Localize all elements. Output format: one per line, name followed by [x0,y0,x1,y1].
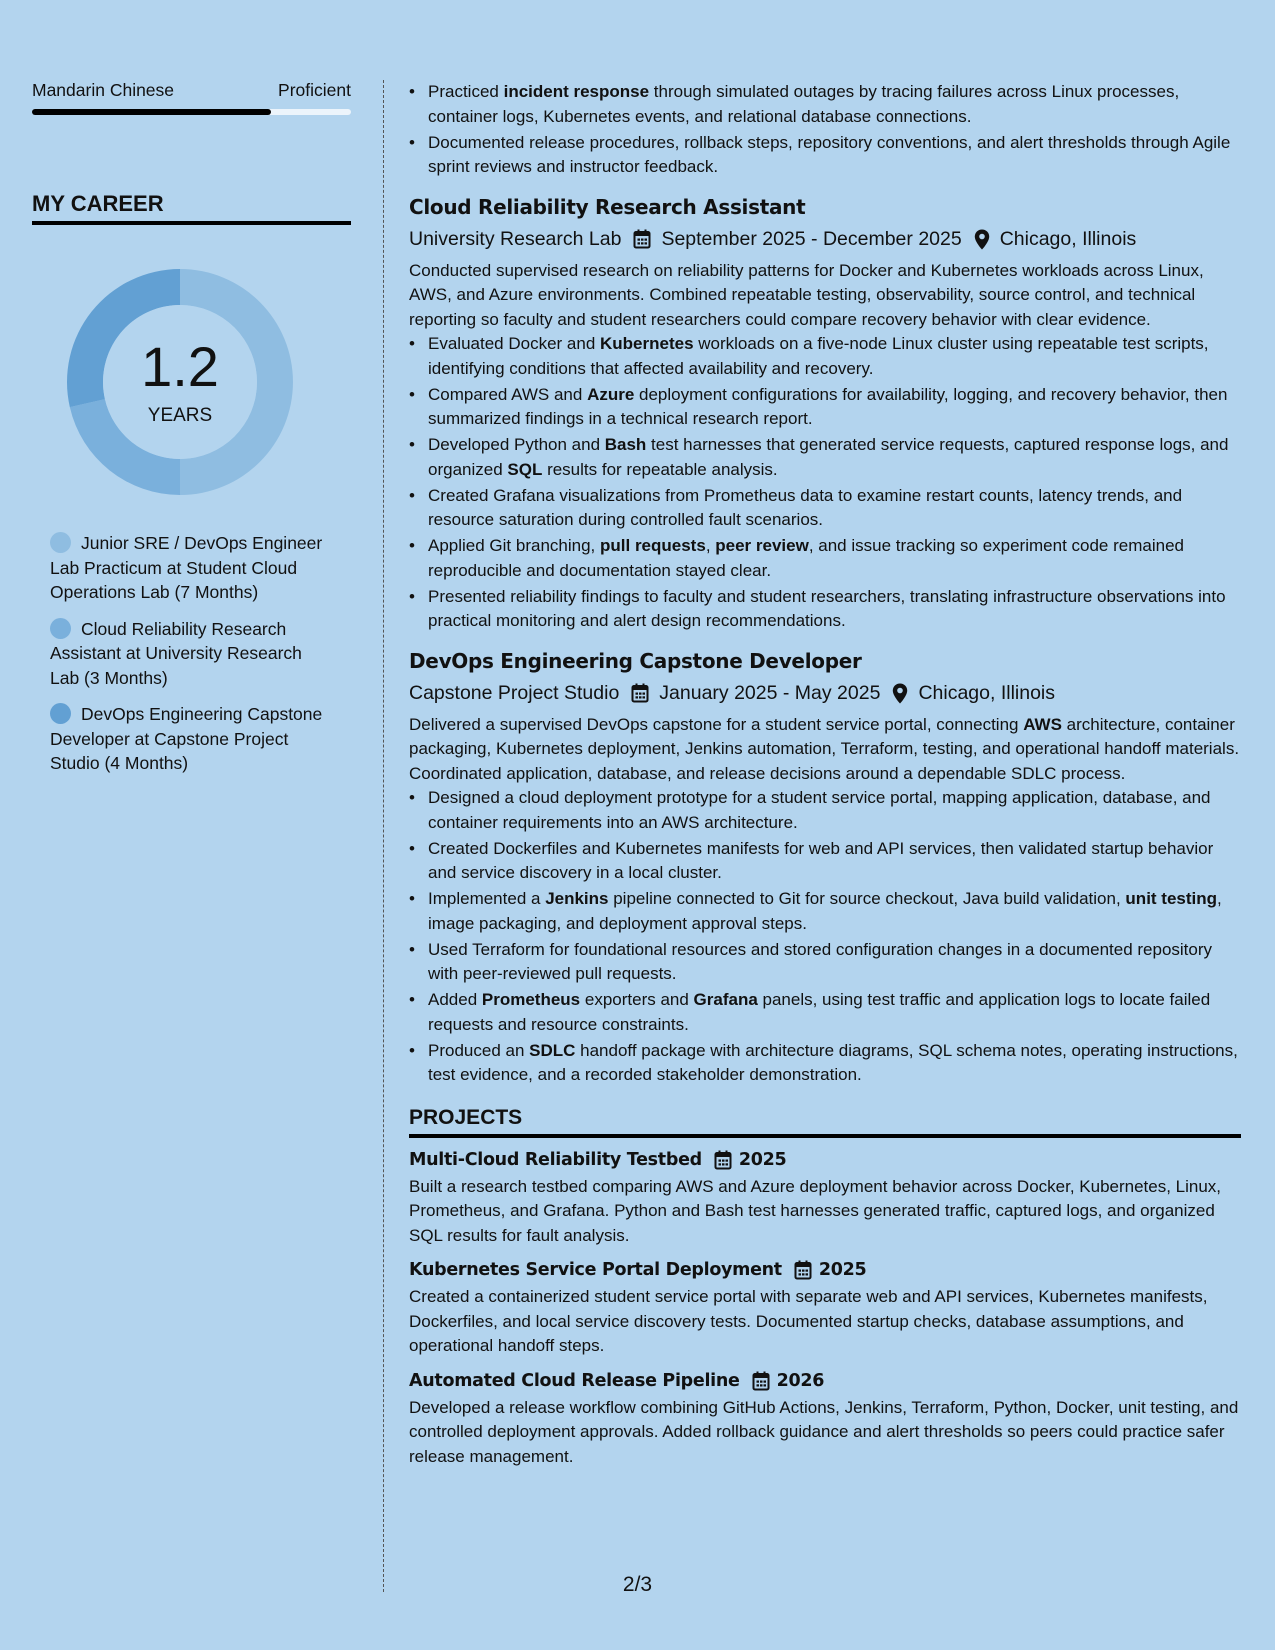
bullet-item [409,131,1241,180]
language-proficiency-fill [32,109,271,115]
bullet-item [409,988,1241,1037]
bullet-item [409,534,1241,583]
language-name: Mandarin Chinese [32,80,175,100]
project-entry [409,1150,1241,1249]
text-run: test harnesses that generated service requests, captured response logs, and organized [428,435,1229,479]
job-entry [409,649,1241,1088]
job-entry [409,195,1241,634]
career-legend-item [50,531,332,605]
text-run: Documented release procedures, rollback steps, repository conventions, and alert thresholds through Agile sprint reviews and instructor feedback. [428,132,1231,176]
bullet-item [409,786,1241,835]
bullet-item [409,332,1241,381]
text-run: Applied Git branching, [428,536,600,555]
job-dates: January 2025 - May 2025 [659,681,881,704]
bullet-item [409,1039,1241,1088]
bullet-item [409,585,1241,634]
bold-keyword: Grafana [693,990,758,1009]
text-run: architecture, container packaging, Kubernetes deployment, Jenkins automation, Terraform, testing, and operational handoff materials. Coordinated application, database, and release decisions around a dependable SDLC process. [409,714,1240,783]
career-legend-item [50,617,332,691]
career-total-value: 1.2 [141,335,219,398]
column-divider [383,80,384,1592]
text-run: workloads on a five-node Linux cluster using repeatable test scripts, identifying conditions that affected availability and recovery. [428,334,1209,378]
project-title: Kubernetes Service Portal Deployment [409,1260,782,1280]
previous-job-bullets [409,80,1241,180]
career-legend [50,531,332,776]
map-pin-icon [892,683,908,704]
job-description [409,259,1241,333]
text-run: Delivered a supervised DevOps capstone for a student service portal, connecting [409,714,1024,734]
bold-keyword: SQL [507,459,543,479]
text-run: Produced an [428,1040,530,1060]
job-meta [409,228,1241,251]
bullet-item [409,383,1241,432]
career-legend-text: Cloud Reliability Research Assistant at University Research Lab (3 Months) [50,618,302,688]
project-year: 2025 [738,1149,787,1170]
text-run: pipeline connected to Git for source checkout, Java build validation, [608,889,1126,908]
legend-dot-icon [50,532,71,553]
text-run: Developed Python and [428,435,605,454]
text-run: Implemented a [428,889,546,908]
project-title: Automated Cloud Release Pipeline [409,1370,740,1391]
language-proficiency-bar [32,109,351,115]
job-location: Chicago, Illinois [999,227,1137,250]
bold-keyword: incident response [503,82,650,101]
text-run: Created Grafana visualizations from Prometheus data to examine restart counts, latency trends, and resource saturation during controlled fault scenarios. [428,485,1183,529]
project-header [409,1150,1241,1170]
career-legend-item [50,702,332,776]
text-run: Evaluated Docker and [428,334,600,353]
text-run: panels, using test traffic and application logs to locate failed requests and resource constraints. [428,990,1211,1034]
bold-keyword: Jenkins [545,889,609,908]
bullet-item [409,887,1241,936]
bullet-item [409,80,1241,129]
language-level: Proficient [278,80,351,100]
project-year: 2025 [818,1260,867,1280]
project-entry [409,1371,1241,1470]
projects-list [409,1150,1241,1470]
bold-keyword: pull requests [600,536,706,555]
bullet-item [409,938,1241,987]
text-run: , [705,536,716,555]
text-run: deployment configurations for availability, logging, and recovery behavior, then summarized findings in a technical research report. [428,384,1228,428]
calendar-icon [794,1260,812,1280]
project-header [409,1371,1241,1391]
calendar-icon [631,683,649,703]
text-run: results for repeatable analysis. [542,459,778,479]
bold-keyword: unit testing [1125,889,1218,908]
career-donut-chart [65,267,295,497]
text-run: Presented reliability findings to faculty and student researchers, translating infrastructure observations into practical monitoring and alert design recommendations. [428,586,1226,630]
text-run: Created Dockerfiles and Kubernetes manifests for web and API services, then validated startup behavior and service discovery in a local cluster. [428,838,1214,882]
text-run: Compared AWS and [428,384,588,404]
job-title: DevOps Engineering Capstone Developer [409,648,862,673]
text-run: , and issue tracking so experiment code remained reproducible and documentation stayed clear. [428,536,1184,580]
job-organization: Capstone Project Studio [409,681,620,704]
map-pin-icon [974,229,990,250]
calendar-icon [714,1150,732,1170]
bold-keyword: Azure [587,384,635,404]
bullet-item [409,433,1241,482]
calendar-icon [752,1371,770,1391]
job-description [409,713,1241,787]
main-content [409,80,1241,1469]
career-legend-text: DevOps Engineering Capstone Developer at Capstone Project Studio (4 Months) [50,704,323,773]
project-description: Developed a release workflow combining GitHub Actions, Jenkins, Terraform, Python, Docker, unit testing, and controlled deployment approvals. Added rollback guidance and alert thresholds so peers could practice safer release management. [409,1397,1239,1466]
bullet-item [409,837,1241,886]
career-total-unit: YEARS [147,405,213,426]
project-description: Created a containerized student service portal with separate web and API services, Kubernetes manifests, Dockerfiles, and local service discovery tests. Documented startup checks, database assumptions, and operational handoff steps. [409,1287,1208,1355]
text-run: Added [428,990,482,1009]
job-title: Cloud Reliability Research Assistant [409,194,806,219]
bold-keyword: SDLC [529,1040,576,1060]
job-bullets [409,786,1241,1088]
bold-keyword: Kubernetes [600,334,694,353]
career-heading: MY CAREER [32,191,351,225]
job-organization: University Research Lab [409,227,622,250]
project-title: Multi-Cloud Reliability Testbed [409,1149,702,1170]
text-run: Used Terraform for foundational resources and stored configuration changes in a documented repository with peer-reviewed pull requests. [428,939,1213,983]
projects-heading: PROJECTS [409,1106,1241,1138]
project-year: 2026 [776,1370,825,1391]
bold-keyword: Bash [604,435,647,454]
project-header [409,1260,1241,1280]
text-run: exporters and [580,990,694,1009]
bold-keyword: peer review [715,536,809,555]
project-description: Built a research testbed comparing AWS and Azure deployment behavior across Docker, Kubernetes, Linux, Prometheus, and Grafana. Python and Bash test harnesses generated traffic, captured logs, and organized SQL results for fault analysis. [409,1176,1222,1245]
bold-keyword: Prometheus [481,990,581,1009]
sidebar [32,80,351,788]
text-run: Practiced [428,82,504,101]
calendar-icon [633,229,651,249]
language-item [32,80,351,115]
text-run: handoff package with architecture diagrams, SQL schema notes, operating instructions, test evidence, and a recorded stakeholder demonstration. [428,1040,1238,1084]
bullet-item [409,484,1241,533]
text-run: Designed a cloud deployment prototype for a student service portal, mapping application, database, and container requirements into an AWS architecture. [428,788,1211,832]
legend-dot-icon [50,703,71,724]
page-number: 2/3 [622,1573,653,1596]
legend-dot-icon [50,618,71,639]
job-meta [409,682,1241,705]
text-run: , image packaging, and deployment approval steps. [428,889,1222,933]
text-run: through simulated outages by tracing failures across Linux processes, container logs, Kubernetes events, and relational database connections. [428,82,1180,126]
text-run: Conducted supervised research on reliability patterns for Docker and Kubernetes workloads across Linux, AWS, and Azure environments. Combined repeatable testing, observability, source control, and technical reporting so faculty and student researchers could compare recovery behavior with clear evidence. [409,260,1204,329]
job-location: Chicago, Illinois [918,681,1056,704]
experience-list [409,195,1241,1088]
bold-keyword: AWS [1023,714,1062,734]
project-entry [409,1260,1241,1359]
career-legend-text: Junior SRE / DevOps Engineer Lab Practicum at Student Cloud Operations Lab (7 Months) [50,533,323,602]
job-bullets [409,332,1241,634]
job-dates: September 2025 - December 2025 [661,227,962,250]
